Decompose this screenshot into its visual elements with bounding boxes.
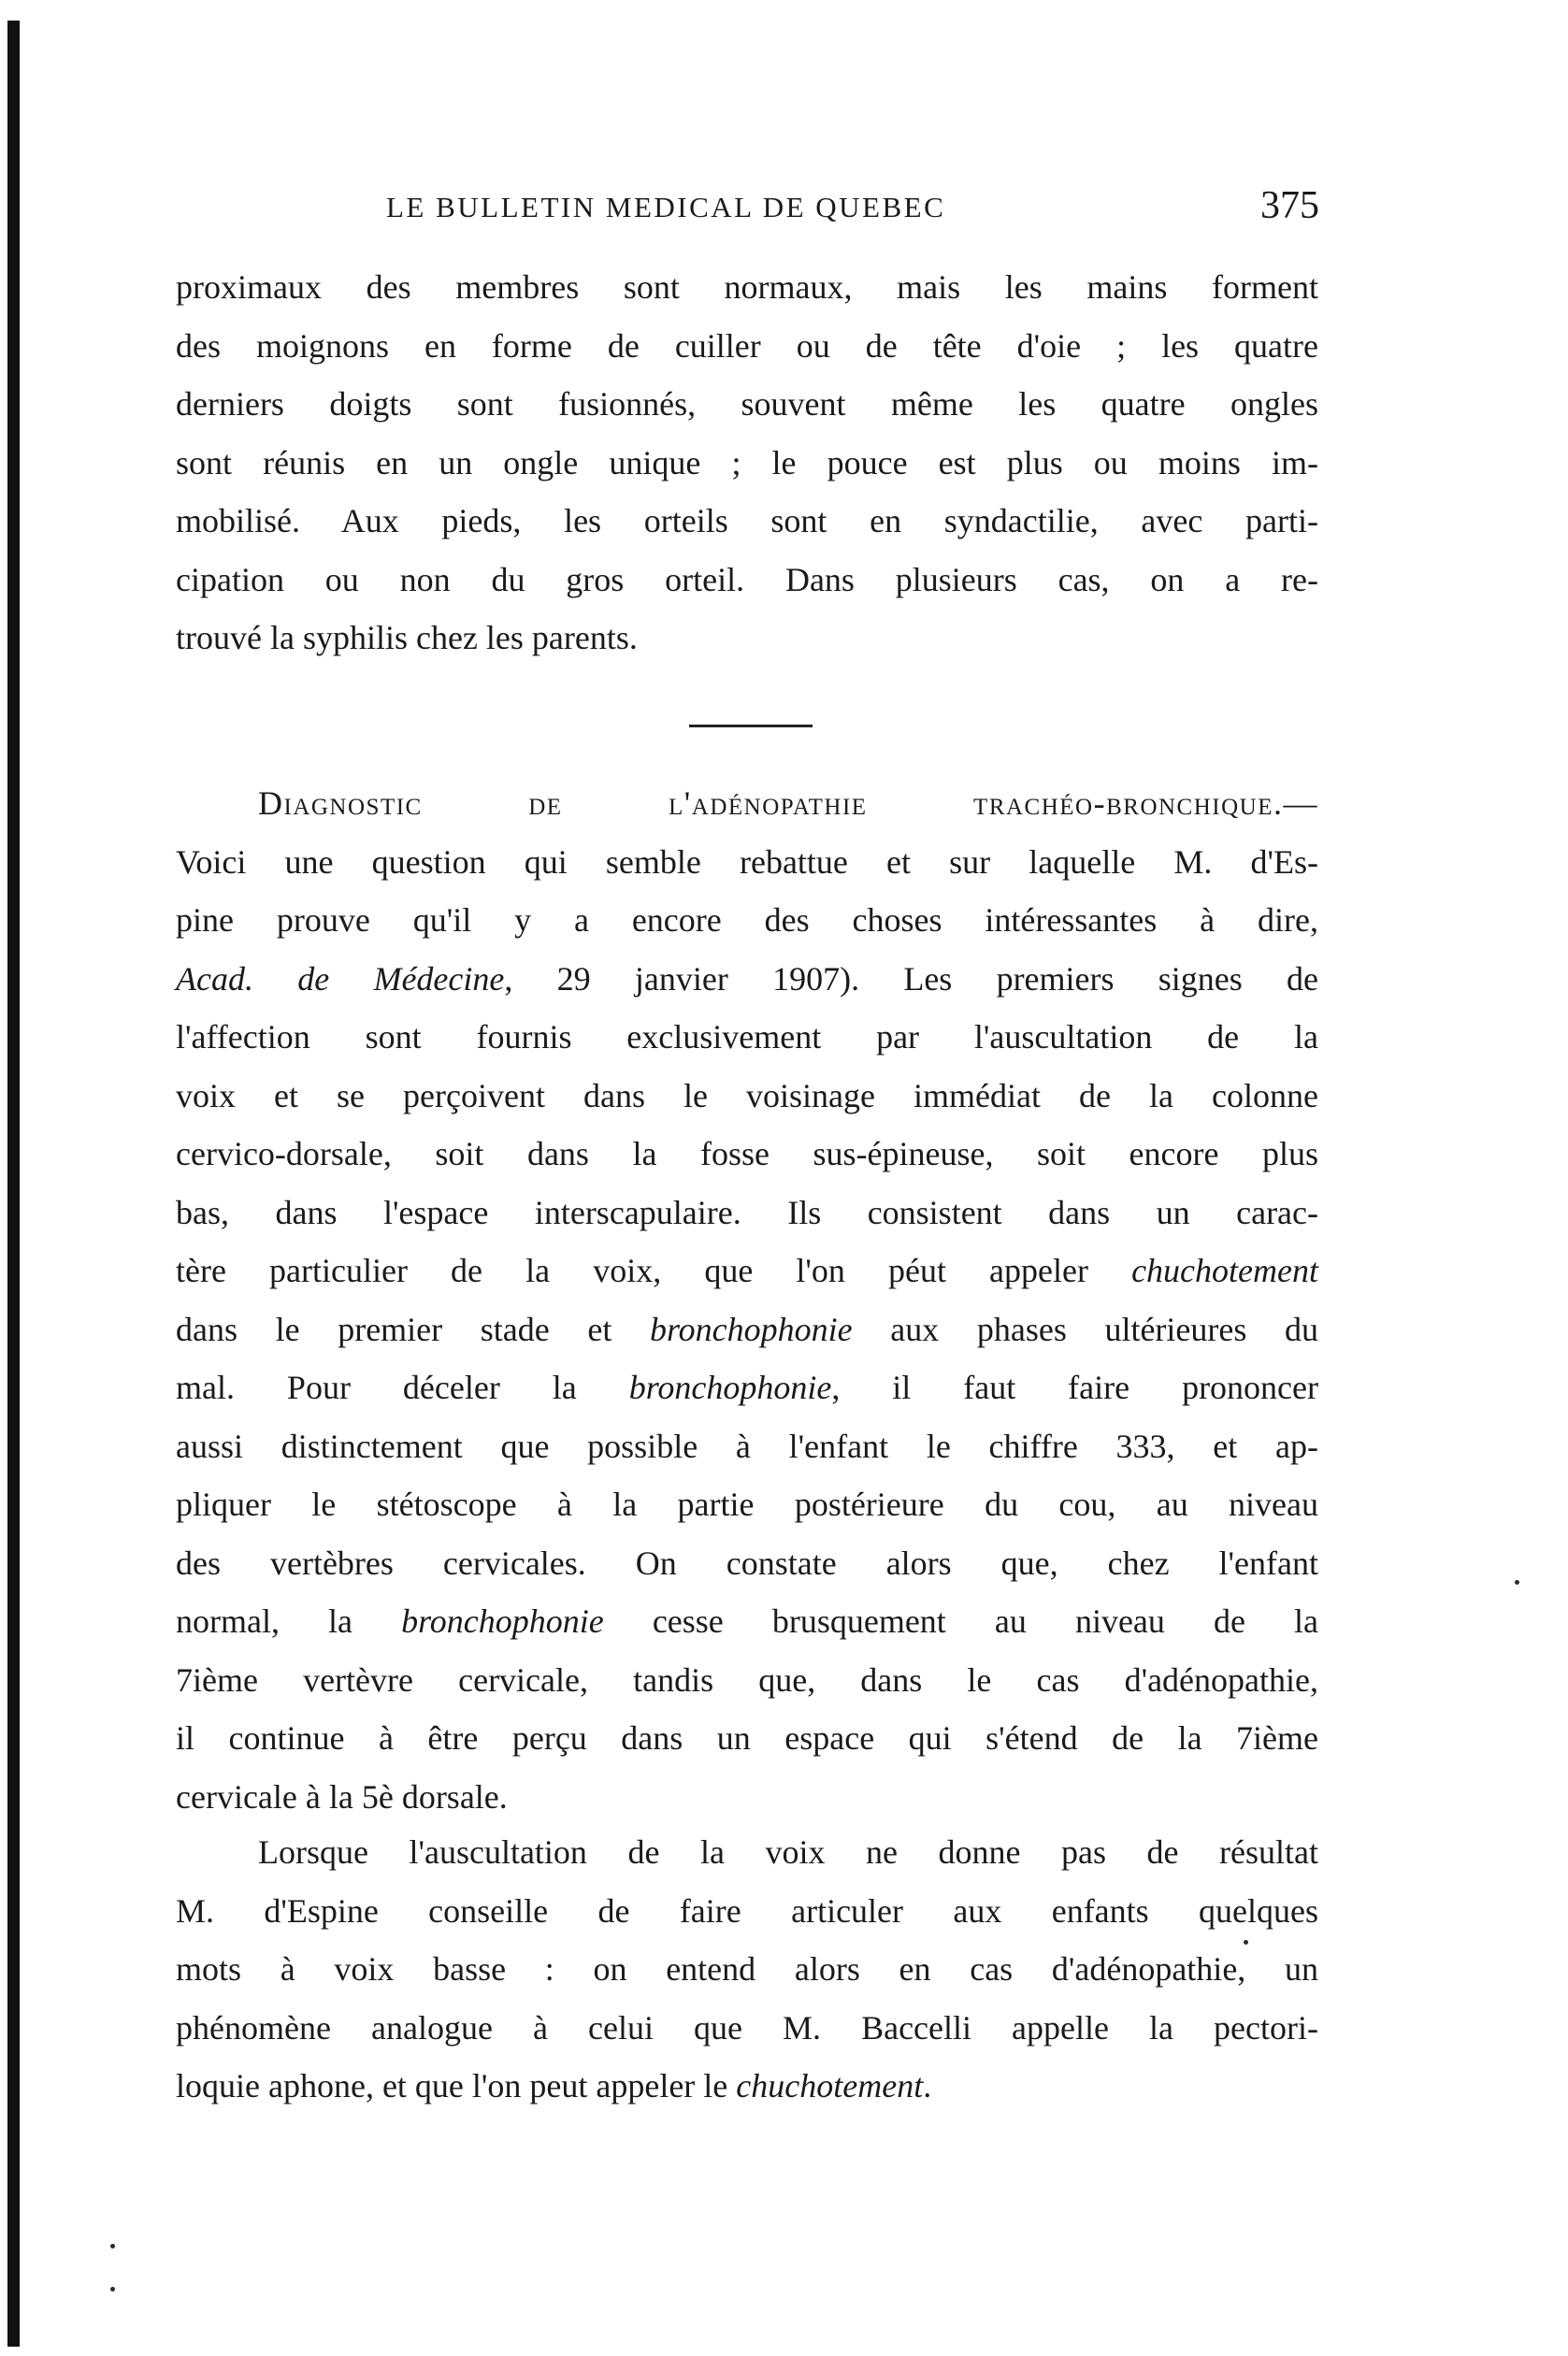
text-line: cervicale à la 5è dorsale.: [176, 1777, 508, 1816]
text-line: proximaux des membres sont normaux, mais les mains forment: [176, 268, 1318, 306]
text-line: pine prouve qu'il y a encore des choses intéressantes à dire,: [176, 901, 1318, 939]
text-line: M. d'Espine conseille de faire articuler aux enfants quelques: [176, 1891, 1318, 1930]
scan-speck: [110, 2244, 115, 2248]
page-header: [180, 183, 1319, 239]
italic-term: bronchophonie: [401, 1602, 604, 1640]
text-line: cipation ou non du gros orteil. Dans plusieurs cas, on a re-: [176, 560, 1318, 598]
text-line: phénomène analogue à celui que M. Baccelli appelle la pectori-: [176, 2008, 1318, 2047]
section-diagnostic: [176, 774, 1318, 1826]
text-line: l'affection sont fournis exclusivement par l'auscultation de la: [176, 1018, 1318, 1056]
text-line: dans le premier stade et bronchophonie aux phases ultérieures du: [176, 1310, 1319, 1348]
section-heading: [176, 774, 1318, 833]
scan-edge-shadow: [7, 21, 20, 2347]
section-divider: [689, 725, 813, 727]
text-line: normal, la bronchophonie cesse brusquement au niveau de la: [176, 1602, 1319, 1640]
text-line: bas, dans l'espace interscapulaire. Ils consistent dans un carac-: [176, 1193, 1318, 1231]
text-line: trouvé la syphilis chez les parents.: [176, 619, 638, 656]
text-line: Lorsque l'auscultation de la voix ne donne pas de résultat: [258, 1833, 1318, 1871]
text-line: Voici une question qui semble rebattue et sur laquelle M. d'Es-: [176, 842, 1318, 881]
text-line: aussi distinctement que possible à l'enfant le chiffre 333, et ap-: [176, 1427, 1318, 1465]
italic-term: bronchophonie: [649, 1310, 853, 1348]
text-line: loquie aphone, et que l'on peut appeler le chuchotement.: [176, 2067, 932, 2105]
text-line: 7ième vertèvre cervicale, tandis que, dans le cas d'adénopathie,: [176, 1660, 1318, 1699]
journal-title: Acad. de Médecine: [176, 959, 505, 998]
text-line: il continue à être perçu dans un espace qui s'étend de la 7ième: [176, 1719, 1318, 1757]
page-number: 375: [1260, 184, 1319, 227]
text-line: cervico-dorsale, soit dans la fosse sus-épineuse, soit encore plus: [176, 1135, 1318, 1172]
italic-term: bronchophonie: [628, 1369, 832, 1406]
italic-term: chuchotement: [736, 2067, 924, 2105]
scan-speck: [110, 2287, 115, 2291]
text-line: mal. Pour déceler la bronchophonie, il faut faire prononcer: [176, 1369, 1318, 1406]
text-line: sont réunis en un ongle unique ; le pouce est plus ou moins im-: [176, 443, 1318, 481]
paragraph-3: [176, 1823, 1318, 2116]
scan-speck: [1515, 1580, 1519, 1585]
text-line: des moignons en forme de cuiller ou de tête d'oie ; les quatre: [176, 326, 1318, 365]
text-line: mots à voix basse : on entend alors en cas d'adénopathie, un: [176, 1950, 1318, 1988]
text-line: pliquer le stétoscope à la partie postérieure du cou, au niveau: [176, 1486, 1318, 1523]
text-line-journal: Acad. de Médecine, 29 janvier 1907). Les premiers signes de: [176, 959, 1319, 998]
text-line: tère particulier de la voix, que l'on péut appeler chuchotement: [176, 1252, 1318, 1289]
running-title: LE BULLETIN MEDICAL DE QUEBEC: [386, 191, 946, 223]
text-line: des vertèbres cervicales. On constate alors que, chez l'enfant: [176, 1544, 1318, 1582]
text-line: mobilisé. Aux pieds, les orteils sont en syndactilie, avec parti-: [176, 502, 1318, 539]
text-line: derniers doigts sont fusionnés, souvent même les quatre ongles: [176, 385, 1318, 423]
section-heading-text: Diagnostic de l'adénopathie trachéo-bronchique.—: [258, 784, 1318, 822]
italic-term: chuchotement: [1131, 1252, 1318, 1289]
paragraph-1: [176, 258, 1318, 668]
text-line: voix et se perçoivent dans le voisinage immédiat de la colonne: [176, 1076, 1318, 1114]
